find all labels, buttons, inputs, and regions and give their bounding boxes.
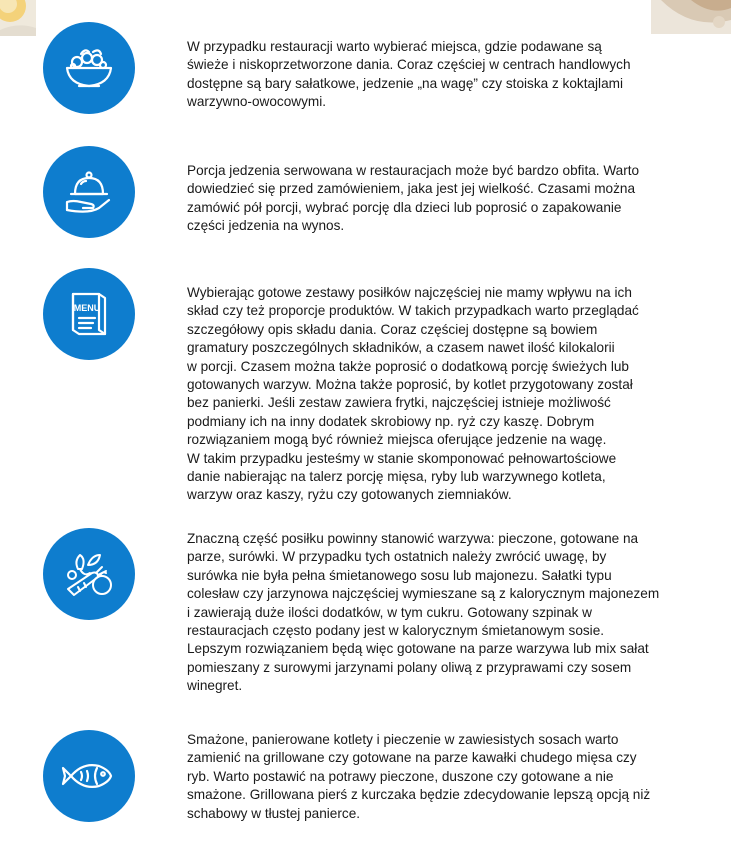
section-text-cooking-methods: Smażone, panierowane kotlety i pieczenie w zawiesistych sosach warto zamienić na grillowane czy gotowane na parze kawałki chudego mięsa czy ryb. Warto postawić na potrawy pieczone, duszone czy gotowane a nie smażone. Grillowana pierś z kurczaka będzie zdecydowanie lepszą opcją niż schabowy w tłustej panierce.: [187, 732, 651, 821]
fish-icon: [43, 730, 135, 822]
serving-cloche-hand-icon: [43, 146, 135, 238]
section-text-set-meals: Wybierając gotowe zestawy posiłków najczęściej nie mamy wpływu na ich skład czy też proporcje produktów. W takich przypadkach warto przeglądać szczegółowy opis składu dania. Coraz częściej dostępne są bowiem gramatury poszczególnych składników, a czasem nawet ilość kilokalorii w porcji. Czasem można także poprosić o dodatkową porcję świeżych lub gotowanych warzyw. Można także poprosić, by kotlet przygotowany został bez panierki. Jeśli zestaw zawiera frytki, najczęściej istnieje możliwość podmiany ich na inny dodatek skrobiowy np. ryż czy kaszę. Dobrym rozwiązaniem mogą być również miejsca oferujące jedzenie na wagę. W takim przypadku jesteśmy w stanie skomponować pełnowartościowe danie nabierając na talerz porcję mięsa, ryby lub warzywnego kotleta, warzyw oraz kaszy, ryżu czy gotowanych ziemniaków.: [187, 285, 639, 503]
vegetables-icon: [43, 528, 135, 620]
menu-card-icon: [43, 268, 135, 360]
salad-bowl-icon: [43, 22, 135, 114]
section-text-portion-size: Porcja jedzenia serwowana w restauracjach może być bardzo obfita. Warto dowiedzieć się przed zamówieniem, jaka jest jej wielkość. Czasami można zamówić pół porcji, wybrać porcję dla dzieci lub poprosić o zapakowanie części jedzenia na wynos.: [187, 163, 640, 234]
food-photo-corner-left: [0, 0, 36, 36]
menu-card-label: MENU: [73, 303, 101, 313]
section-text-vegetables: Znaczną część posiłku powinny stanowić warzywa: pieczone, gotowane na parze, surówki. W przypadku tych ostatnich należy zwrócić uwagę, by surówka nie była pełna śmietanowego sosu lub majonezu. Sałatki typu colesław czy jarzynowa najczęściej wymieszane są z kalorycznym majonezem i zawierają duże ilości dodatków, w tym cukru. Gotowany szpinak w restauracjach często podany jest w kalorycznym śmietanowym sosie. Lepszym rozwiązaniem będą więc gotowane na parze warzywa lub mix sałat pomieszany z surowymi jarzynami polany oliwą z przyprawami czy sosem winegret.: [187, 531, 660, 694]
section-text-fresh-food: W przypadku restauracji warto wybierać miejsca, gdzie podawane są świeże i niskoprzetworzone dania. Coraz częściej w centrach handlowych dostępne są bary sałatkowe, jedzenie „na wagę” czy stoiska z koktajlami warzywno-owocowymi.: [187, 39, 631, 110]
food-photo-corner-right: [651, 0, 731, 34]
